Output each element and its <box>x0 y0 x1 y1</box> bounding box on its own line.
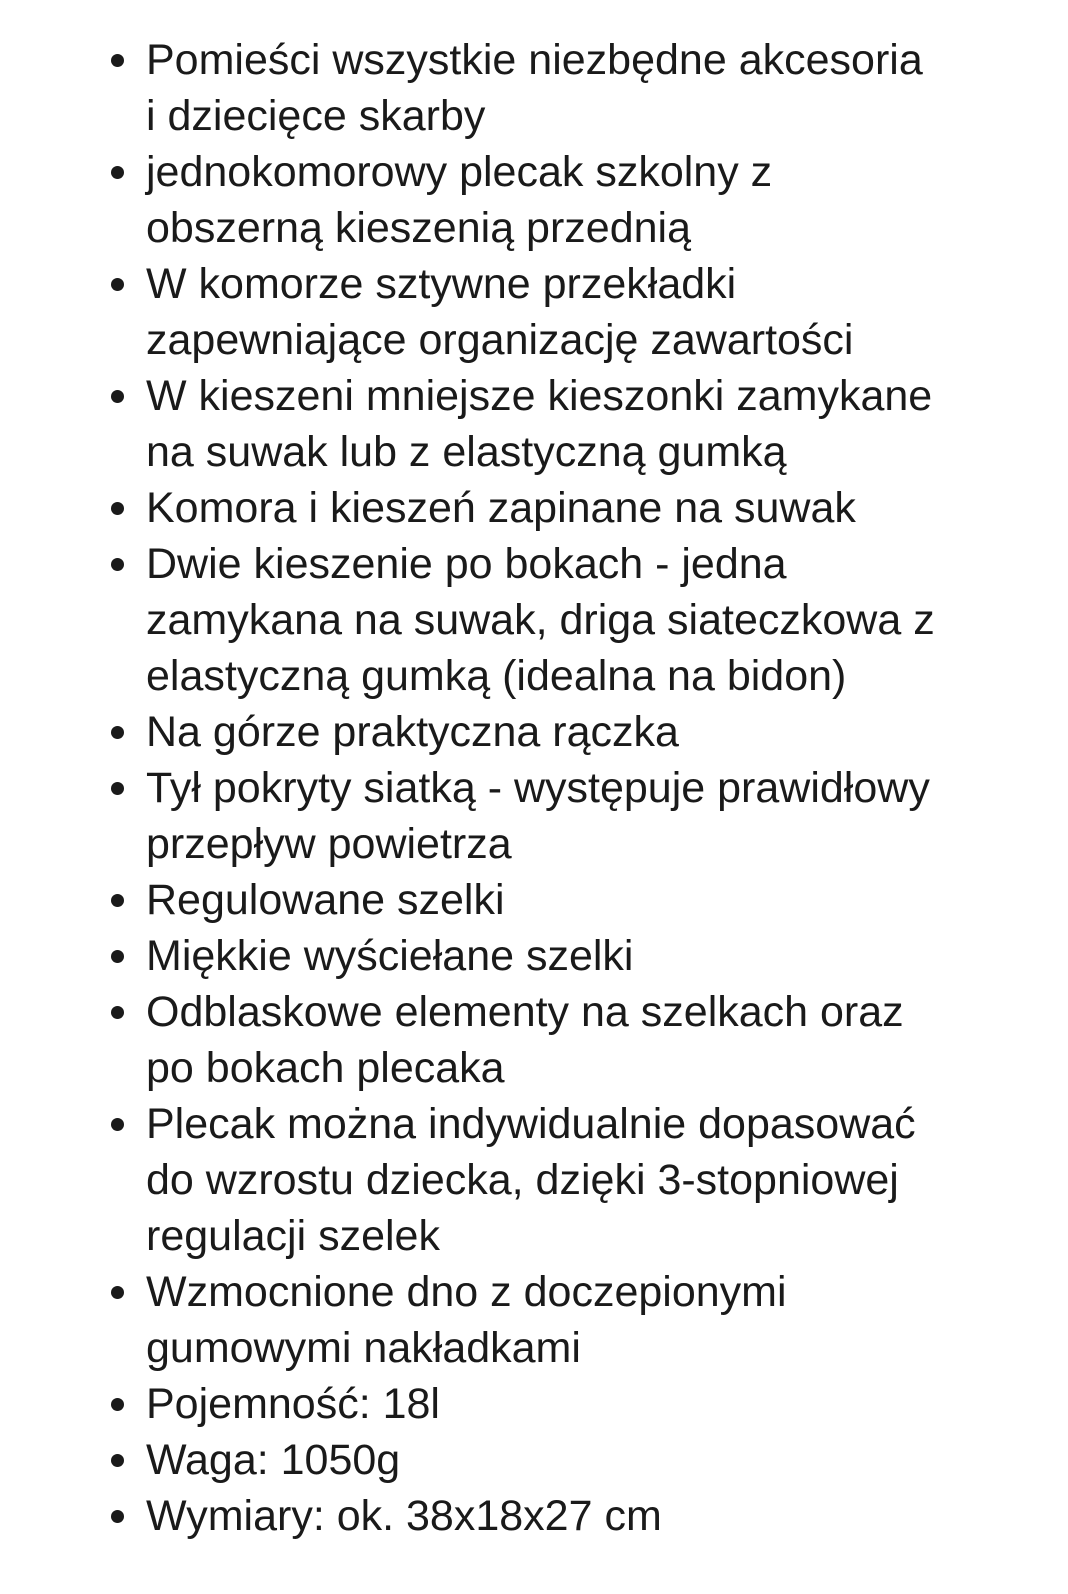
list-item <box>0 1376 1068 1432</box>
list-item-text: Na górze praktyczna rączka <box>146 708 679 756</box>
list-item <box>0 760 1068 872</box>
list-item-text: Wymiary: ok. 38x18x27 cm <box>146 1492 662 1540</box>
feature-list <box>0 32 1068 1544</box>
list-item-text: Pojemność: 18l <box>146 1380 440 1428</box>
list-item-text: jednokomorowy plecak szkolny z <box>146 148 773 196</box>
list-item-text: Pomieści wszystkie niezbędne akcesoria <box>146 36 923 84</box>
list-item-text: W komorze sztywne przekładki <box>146 260 737 308</box>
list-item <box>0 144 1068 256</box>
list-item-text: Wzmocnione dno z doczepionymi <box>146 1268 787 1316</box>
list-item <box>0 368 1068 480</box>
list-item <box>0 1488 1068 1544</box>
bullet-icon <box>111 1398 124 1411</box>
list-item <box>0 872 1068 928</box>
list-item <box>0 1432 1068 1488</box>
list-item-text: Dwie kieszenie po bokach - jedna <box>146 540 787 588</box>
bullet-icon <box>111 1118 124 1131</box>
list-item-text: po bokach plecaka <box>146 1044 505 1092</box>
list-item <box>0 32 1068 144</box>
bullet-icon <box>111 390 124 403</box>
list-item <box>0 256 1068 368</box>
list-item-text: Plecak można indywidualnie dopasować <box>146 1100 916 1148</box>
list-item-text: Tył pokryty siatką - występuje prawidłowy <box>146 764 930 812</box>
bullet-icon <box>111 782 124 795</box>
list-item-text: do wzrostu dziecka, dzięki 3-stopniowej <box>146 1156 899 1204</box>
list-item-text: zapewniające organizację zawartości <box>146 316 854 364</box>
list-item <box>0 536 1068 704</box>
list-item-text: Miękkie wyściełane szelki <box>146 932 634 980</box>
list-item <box>0 480 1068 536</box>
list-item <box>0 984 1068 1096</box>
bullet-icon <box>111 1454 124 1467</box>
list-item-text: regulacji szelek <box>146 1212 440 1260</box>
list-item-text: na suwak lub z elastyczną gumką <box>146 428 787 476</box>
bullet-icon <box>111 726 124 739</box>
list-item <box>0 1096 1068 1264</box>
bullet-icon <box>111 1286 124 1299</box>
list-item-text: Waga: 1050g <box>146 1436 401 1484</box>
bullet-icon <box>111 278 124 291</box>
list-item-text: obszerną kieszenią przednią <box>146 204 691 252</box>
bullet-icon <box>111 1006 124 1019</box>
list-item <box>0 928 1068 984</box>
bullet-icon <box>111 502 124 515</box>
bullet-icon <box>111 54 124 67</box>
list-item-text: Odblaskowe elementy na szelkach oraz <box>146 988 904 1036</box>
list-item-text: W kieszeni mniejsze kieszonki zamykane <box>146 372 933 420</box>
list-item-text: elastyczną gumką (idealna na bidon) <box>146 652 847 700</box>
list-item-text: zamykana na suwak, driga siateczkowa z <box>146 596 935 644</box>
list-item-text: gumowymi nakładkami <box>146 1324 581 1372</box>
list-item <box>0 1264 1068 1376</box>
bullet-icon <box>111 950 124 963</box>
bullet-icon <box>111 894 124 907</box>
bullet-icon <box>111 558 124 571</box>
bullet-icon <box>111 1510 124 1523</box>
list-item-text: Komora i kieszeń zapinane na suwak <box>146 484 856 532</box>
list-item <box>0 704 1068 760</box>
bullet-icon <box>111 166 124 179</box>
list-item-text: przepływ powietrza <box>146 820 512 868</box>
list-item-text: i dziecięce skarby <box>146 92 486 140</box>
list-item-text: Regulowane szelki <box>146 876 505 924</box>
